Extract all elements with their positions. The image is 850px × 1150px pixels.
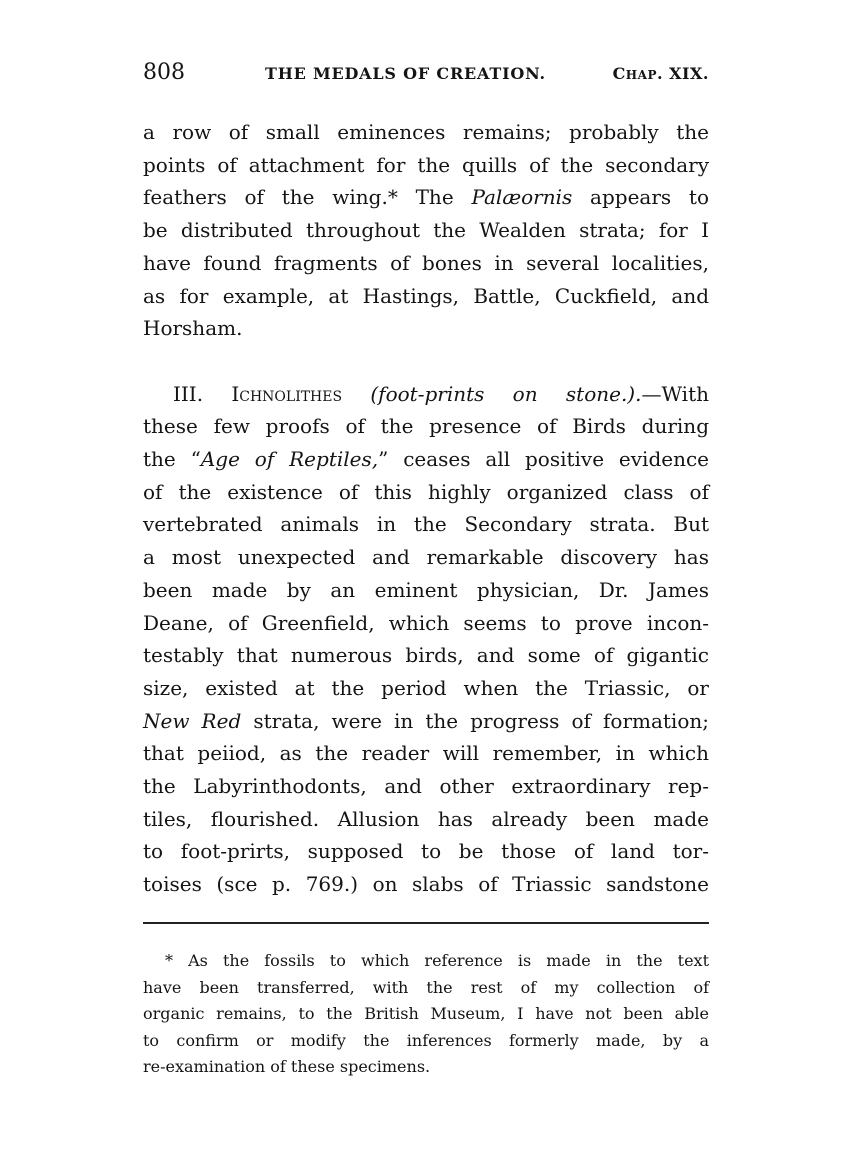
text-line: Deane, of Greenfield, which seems to prove incon- — [143, 610, 709, 635]
footnote-line: have been transferred, with the rest of my collection of — [143, 977, 709, 997]
footnote-line: re-examination of these specimens. — [143, 1057, 431, 1076]
book-page — [143, 0, 709, 1150]
text-line: to foot-prirts, supposed to be those of land tor- — [143, 839, 709, 864]
footnote-rule — [143, 922, 709, 924]
text-line: toises (sce p. 769.) on slabs of Triassic sandstone — [143, 872, 709, 897]
text-line: be distributed throughout the Wealden strata; for I — [143, 218, 709, 243]
text-line: that peiiod, as the reader will remember, in which — [143, 741, 709, 766]
body-text — [143, 116, 709, 901]
text-line: feathers of the wing.* The Palæornis appears to — [143, 185, 710, 210]
text-line: the Labyrinthodonts, and other extraordinary rep- — [143, 774, 709, 799]
footnote-line: organic remains, to the British Museum, I have not been able — [143, 1004, 709, 1023]
chapter-label: CHAP. XIX. — [612, 64, 709, 83]
text-line: New Red strata, were in the progress of formation; — [143, 708, 709, 733]
text-line: size, existed at the period when the Triassic, or — [143, 675, 709, 700]
footnote-line: to confirm or modify the inferences formerly made, by a — [143, 1030, 709, 1050]
page-number: 808 — [143, 60, 185, 85]
text-line: of the existence of this highly organized class of — [143, 479, 709, 504]
text-line: been made by an eminent physician, Dr. James — [143, 577, 709, 602]
text-line: a most unexpected and remarkable discovery has — [143, 545, 709, 570]
text-line: vertebrated animals in the Secondary strata. But — [143, 512, 709, 537]
text-line: points of attachment for the quills of the secondary — [143, 152, 709, 177]
footnote — [143, 948, 709, 1081]
running-header — [143, 60, 709, 90]
footnote-line: * As the fossils to which reference is made in the text — [165, 951, 709, 970]
text-line: the “Age of Reptiles,” ceases all positive evidence — [143, 447, 710, 472]
text-line: testably that numerous birds, and some of gigantic — [143, 643, 709, 668]
section-heading-line: III. Ichnolithes (foot-prints on stone.).—With — [173, 381, 709, 406]
text-line: these few proofs of the presence of Birds during — [143, 414, 709, 439]
text-line: a row of small eminences remains; probably the — [143, 120, 709, 144]
paragraph-gap — [143, 345, 709, 378]
text-line: Horsham. — [143, 316, 243, 341]
text-line: as for example, at Hastings, Battle, Cuckfield, and — [143, 283, 709, 308]
running-title: THE MEDALS OF CREATION. — [265, 64, 546, 83]
text-line: have found fragments of bones in several localities, — [143, 250, 709, 275]
text-line: tiles, flourished. Allusion has already been made — [143, 806, 709, 831]
